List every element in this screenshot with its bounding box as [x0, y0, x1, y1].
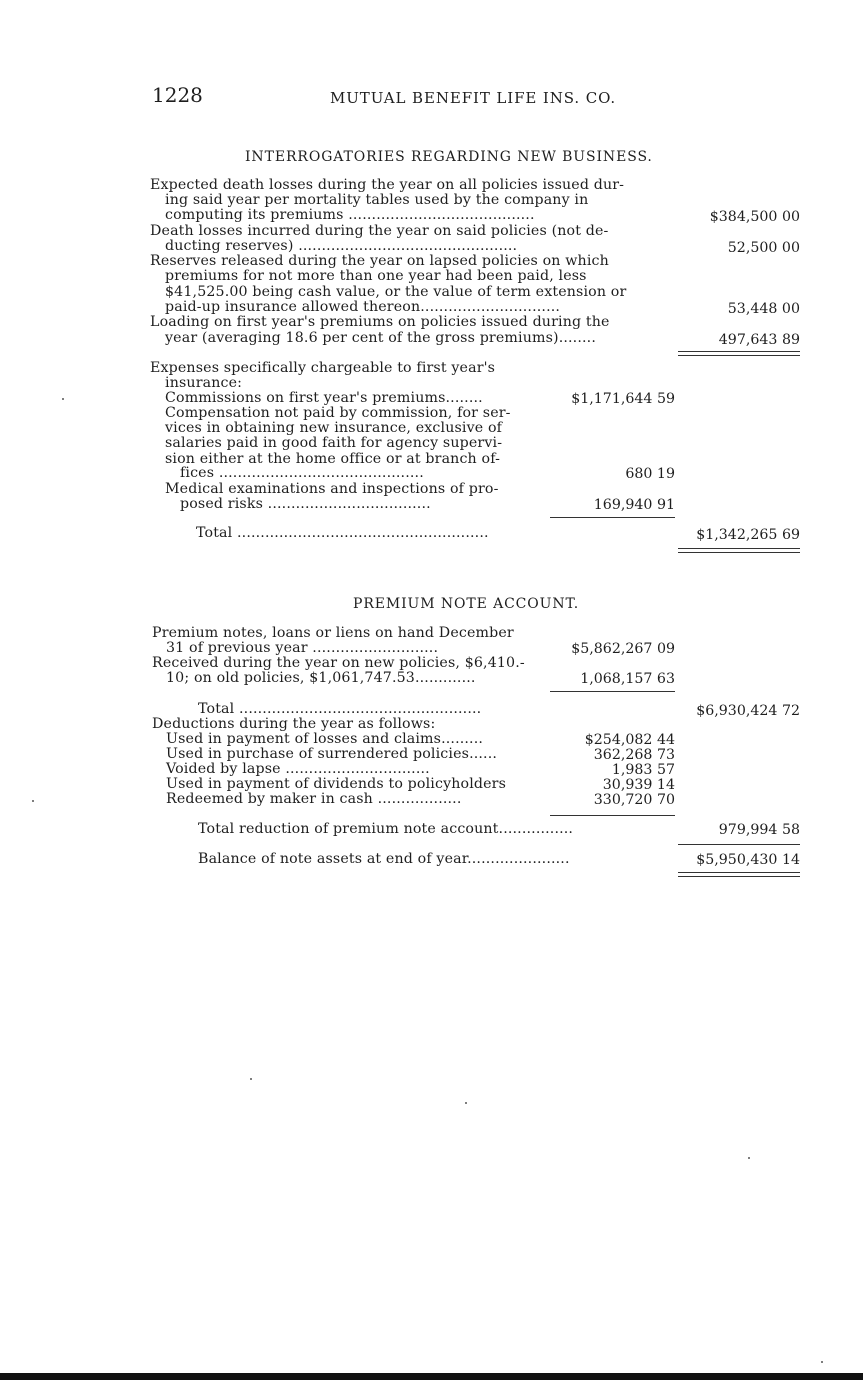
- loading-line-1: Loading on first year's premiums on policies issued during the: [150, 314, 610, 330]
- note-total-label: Total ....................................................: [198, 701, 482, 717]
- deduction-label: Used in payment of dividends to policyholders: [166, 776, 507, 792]
- expenses-total-label: Total ......................................................: [196, 525, 489, 541]
- received-amount: 1,068,157 63: [580, 671, 675, 687]
- scan-speck: [32, 800, 34, 802]
- reserves-released-line-1: Reserves released during the year on lapsed policies on which: [150, 253, 609, 269]
- scan-border: [0, 1373, 863, 1380]
- balance-label: Balance of note assets at end of year......................: [198, 851, 570, 867]
- compensation-line-3: salaries paid in good faith for agency supervi-: [165, 435, 503, 451]
- medical-line-1: Medical examinations and inspections of pro-: [165, 481, 499, 497]
- expenses-heading-line-2: insurance:: [165, 375, 243, 391]
- scan-speck: [250, 1078, 252, 1080]
- total-reduction-rule: [678, 844, 800, 845]
- balance-amount: $5,950,430 14: [696, 852, 800, 868]
- reserves-released-line-2: premiums for not more than one year had been paid, less: [165, 268, 587, 284]
- death-incurred-line-2: ducting reserves) ...............................................: [165, 238, 518, 254]
- expected-death-line-2: ing said year per mortality tables used by the company in: [165, 192, 589, 208]
- received-line-2: 10; on old policies, $1,061,747.53.............: [166, 670, 476, 686]
- commissions-amount: $1,171,644 59: [571, 391, 675, 407]
- expected-death-line-3: computing its premiums ........................................: [165, 207, 535, 223]
- received-line-1: Received during the year on new policies, $6,410.-: [152, 655, 525, 671]
- deductions-heading: Deductions during the year as follows:: [152, 716, 436, 732]
- running-title: MUTUAL BENEFIT LIFE INS. CO.: [330, 89, 617, 107]
- deduction-amount: 362,268 73: [593, 747, 675, 763]
- reserves-released-line-3: $41,525.00 being cash value, or the value of term extension or: [165, 284, 627, 300]
- loading-double-rule: [678, 351, 800, 356]
- expenses-heading-line-1: Expenses specifically chargeable to first year's: [150, 360, 496, 376]
- compensation-line-5: fices ............................................: [180, 465, 424, 481]
- section-heading-premium-note: PREMIUM NOTE ACCOUNT.: [353, 596, 580, 612]
- death-incurred-amount: 52,500 00: [727, 240, 800, 256]
- scan-speck: [465, 1102, 467, 1104]
- compensation-line-1: Compensation not paid by commission, for ser-: [165, 405, 511, 421]
- expenses-total-amount: $1,342,265 69: [696, 527, 800, 543]
- deduction-amount: 30,939 14: [602, 777, 675, 793]
- note-total-amount: $6,930,424 72: [696, 703, 800, 719]
- deduction-label: Voided by lapse ...............................: [166, 761, 430, 777]
- on-hand-amount: $5,862,267 09: [571, 641, 675, 657]
- compensation-line-2: vices in obtaining new insurance, exclusive of: [165, 420, 503, 436]
- deduction-label: Used in purchase of surrendered policies......: [166, 746, 498, 762]
- balance-double-rule: [678, 872, 800, 877]
- compensation-amount: 680 19: [625, 466, 675, 482]
- received-sum-rule: [550, 691, 675, 692]
- reserves-released-amount: 53,448 00: [727, 301, 800, 317]
- scan-speck: [62, 398, 64, 400]
- total-reduction-label: Total reduction of premium note account................: [198, 821, 574, 837]
- loading-amount: 497,643 89: [718, 332, 800, 348]
- expenses-sum-rule: [550, 517, 675, 518]
- deduction-amount: 330,720 70: [593, 792, 675, 808]
- medical-line-2: posed risks ...................................: [180, 496, 431, 512]
- death-incurred-line-1: Death losses incurred during the year on said policies (not de-: [150, 223, 609, 239]
- loading-line-2: year (averaging 18.6 per cent of the gross premiums)........: [165, 330, 596, 346]
- medical-amount: 169,940 91: [593, 497, 675, 513]
- compensation-line-4: sion either at the home office or at branch of-: [165, 451, 501, 467]
- page-number: 1228: [152, 83, 203, 107]
- deduction-amount: $254,082 44: [584, 732, 675, 748]
- on-hand-line-1: Premium notes, loans or liens on hand December: [152, 625, 514, 641]
- section-heading-new-business: INTERROGATORIES REGARDING NEW BUSINESS.: [245, 149, 653, 165]
- reserves-released-line-4: paid-up insurance allowed thereon..............................: [165, 299, 561, 315]
- commissions-label: Commissions on first year's premiums........: [165, 390, 483, 406]
- expected-death-line-1: Expected death losses during the year on all policies issued dur-: [150, 177, 625, 193]
- scan-speck: [748, 1157, 750, 1159]
- deduction-amount: 1,983 57: [611, 762, 675, 778]
- deduction-label: Used in payment of losses and claims.........: [166, 731, 484, 747]
- deduction-label: Redeemed by maker in cash ..................: [166, 791, 462, 807]
- scan-speck: [821, 1361, 823, 1363]
- deductions-sum-rule: [550, 815, 675, 816]
- total-reduction-amount: 979,994 58: [718, 822, 800, 838]
- on-hand-line-2: 31 of previous year ...........................: [166, 640, 439, 656]
- expected-death-amount: $384,500 00: [709, 209, 800, 225]
- expenses-total-double-rule: [678, 548, 800, 553]
